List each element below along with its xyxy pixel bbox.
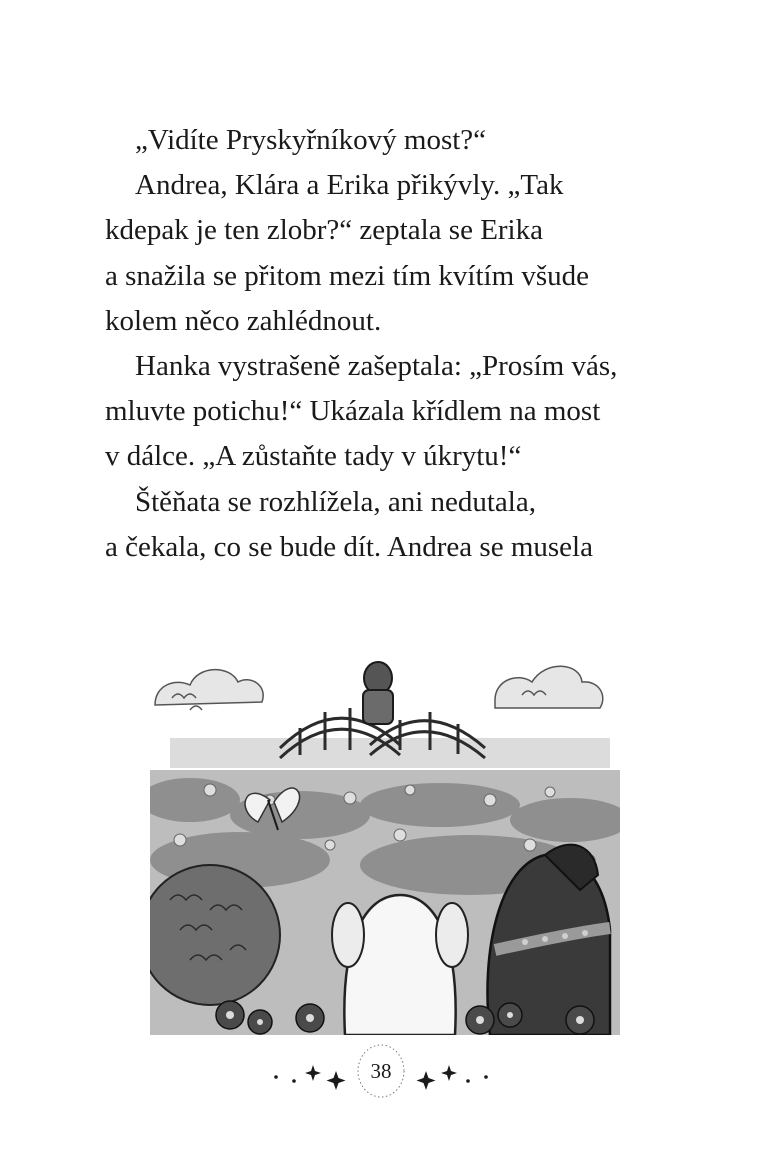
curly-puppy <box>150 865 280 1005</box>
text-line: „Vidíte Pryskyřníkový most?“ <box>135 124 487 156</box>
page-number: 38 <box>370 1059 392 1083</box>
body-text <box>105 118 665 570</box>
white-puppy <box>332 895 468 1035</box>
text-line: a čekala, co se bude dít. Andrea se musela <box>105 530 593 563</box>
page-footer <box>0 1043 762 1103</box>
troll-figure <box>363 662 393 724</box>
text-line: a snažila se přitom mezi tím kvítím všude <box>105 259 590 292</box>
text-line: Hanka vystrašeně zašeptala: „Prosím vás, <box>135 350 618 383</box>
text-line: kolem něco zahlédnout. <box>105 304 382 337</box>
meadow-bridge-illustration <box>150 650 620 1035</box>
text-line: kdepak je ten zlobr?“ zeptala se Erika <box>105 214 543 247</box>
text-line: mluvte potichu!“ Ukázala křídlem na most <box>105 395 601 428</box>
text-line: Štěňata se rozhlížela, ani nedutala, <box>135 485 536 518</box>
text-line: Andrea, Klára a Erika přikývly. „Tak <box>135 169 564 202</box>
text-line: v dálce. „A zůstaňte tady v úkrytu!“ <box>105 440 522 473</box>
